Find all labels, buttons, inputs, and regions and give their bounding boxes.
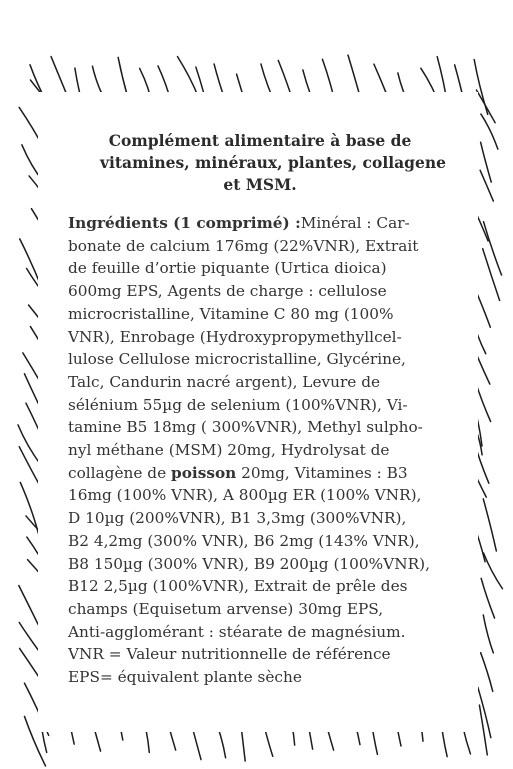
hatch-stroke [481, 578, 494, 618]
hatch-stroke [19, 107, 40, 140]
ingredients-text: Minéral : Car- [300, 214, 410, 232]
heading-line: Complément alimentaire à base de [108, 131, 412, 150]
hatch-stroke [478, 687, 491, 737]
ingredients-line: B8 150µg (300% VNR), B9 200µg (100%VNR), [68, 554, 430, 573]
ingredients-line: D 10µg (200%VNR), B1 3,3mg (300%VNR), [68, 509, 407, 528]
ingredients-line: lulose Cellulose microcristalline, Glycérine, [68, 350, 406, 369]
ingredients-line: VNR), Enrobage (Hydroxypropymethyllcel- [68, 327, 402, 346]
hatch-stroke [484, 553, 503, 589]
hatch-stroke [481, 114, 498, 149]
ingredients-line: VNR = Valeur nutritionnelle de référence [68, 645, 391, 664]
ingredients-line [68, 212, 468, 235]
heading-line: vitamines, minéraux, plantes, collagene [100, 153, 446, 172]
hatch-stroke [483, 615, 493, 653]
ingredients-line: sélénium 55µg de selenium (100%VNR), Vi- [68, 395, 408, 414]
hatch-stroke [481, 653, 493, 692]
ingredients-line: microcristalline, Vitamine C 80 mg (100% [68, 304, 394, 323]
ingredients-line: Anti-agglomérant : stéarate de magnésium. [68, 622, 406, 641]
ingredients-line: 16mg (100% VNR), A 800µg ER (100% VNR), [68, 486, 422, 505]
hatch-stroke [19, 586, 40, 628]
ingredients-line: bonate de calcium 176mg (22%VNR), Extrait [68, 236, 419, 255]
ingredients-title: Ingrédients (1 comprimé) : [68, 214, 301, 232]
heading-line: et MSM. [223, 175, 297, 194]
ingredients-line: Talc, Candurin nacré argent), Levure de [68, 372, 381, 391]
allergen-highlight: poisson [171, 463, 237, 482]
ingredients-text: collagène de [68, 463, 172, 482]
ingredients-line: nyl méthane (MSM) 20mg, Hydrolysat de [68, 441, 390, 460]
ingredients-line: B12 2,5µg (100%VNR), Extrait de prêle des [68, 577, 408, 596]
hatch-stroke [20, 482, 38, 533]
ingredients-text: 20mg, Vitamines : B3 [236, 463, 408, 482]
ingredients-line [68, 462, 468, 485]
hatch-stroke [480, 170, 493, 201]
hatch-stroke [484, 222, 502, 275]
ingredients-line: 600mg EPS, Agents de charge : cellulose [68, 282, 387, 301]
ingredients-line: EPS= équivalent plante sèche [68, 668, 302, 687]
hatch-stroke [483, 249, 500, 301]
ingredients-line: B2 4,2mg (300% VNR), B6 2mg (143% VNR), [68, 531, 420, 550]
ingredients-line: de feuille d’ortie piquante (Urtica dioica) [68, 259, 387, 278]
hatch-stroke [479, 705, 487, 755]
hatch-stroke [476, 90, 495, 123]
hatch-stroke [483, 499, 496, 551]
ingredients-block [68, 212, 468, 689]
ingredients-line: tamine B5 18mg ( 300%VNR), Methyl sulpho- [68, 418, 423, 437]
product-heading [100, 130, 446, 196]
ingredients-line: champs (Equisetum arvense) 30mg EPS, [68, 599, 384, 618]
